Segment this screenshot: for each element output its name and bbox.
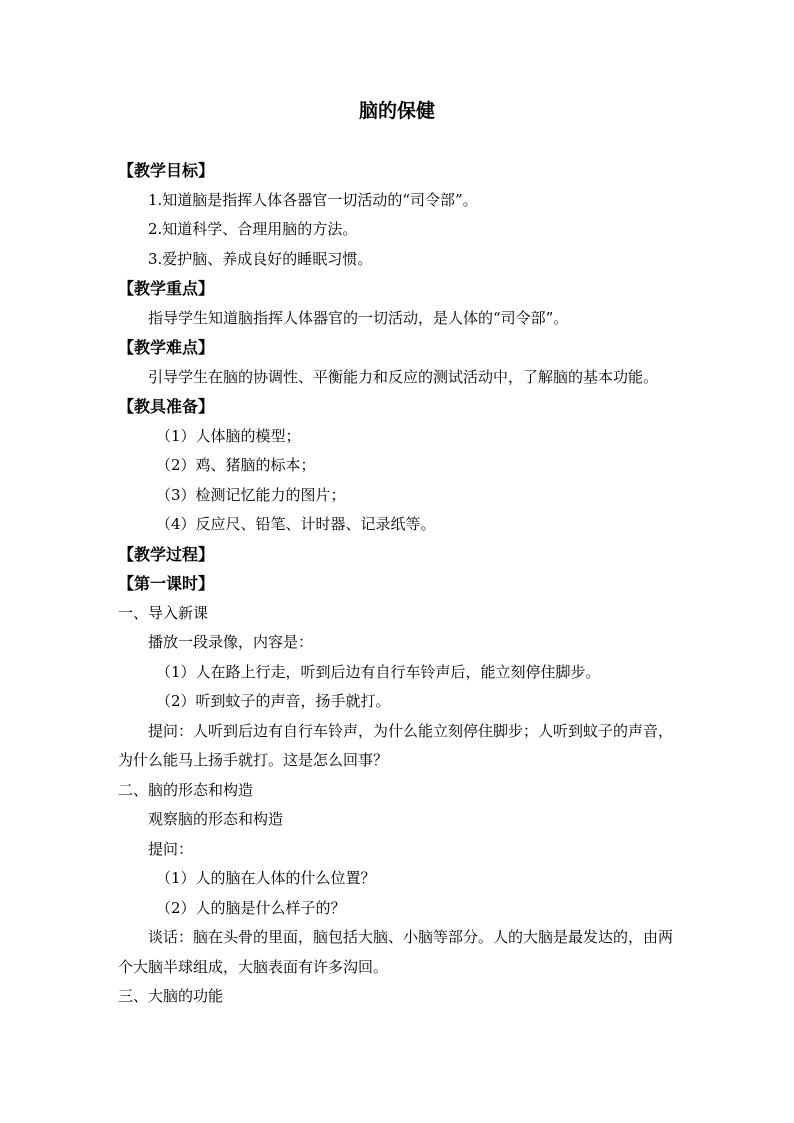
goal-item: 3.爱护脑、养成良好的睡眠习惯。 [148, 249, 373, 268]
part1-question: 提问：人听到后边有自行车铃声，为什么能立刻停住脚步；人听到蚊子的声音，为什么能马上扬手就打。这是怎么回事？ [118, 721, 674, 769]
goal-item: 1.知道脑是指挥人体各器官一切活动的“司令部”。 [148, 190, 478, 209]
difficulties-heading: 【教学难点】 [118, 338, 215, 357]
document-body [118, 156, 686, 1012]
material-item: （1）人体脑的模型； [156, 426, 301, 445]
page-title: 脑的保健 [358, 100, 435, 122]
part2-item: （1）人的脑在人体的什么位置？ [156, 869, 376, 887]
difficulties-text: 引导学生在脑的协调性、平衡能力和反应的测试活动中，了解脑的基本功能。 [148, 367, 659, 386]
part2-ask: 提问： [148, 839, 194, 858]
part2-talk: 谈话：脑在头骨的里面，脑包括大脑、小脑等部分。人的大脑是最发达的，由两个大脑半球组成，大脑表面有许多沟回。 [118, 928, 674, 976]
part1-item: （2）听到蚊子的声音，扬手就打。 [156, 692, 391, 710]
part1-item: （1）人在路上行走，听到后边有自行车铃声后，能立刻停住脚步。 [156, 662, 601, 681]
goals-heading: 【教学目标】 [118, 161, 215, 180]
key-points-text: 指导学生知道脑指挥人体器官的一切活动，是人体的“司令部”。 [148, 308, 569, 327]
material-item: （4）反应尺、铅笔、计时器、记录纸等。 [156, 515, 436, 533]
materials-heading: 【教具准备】 [118, 397, 215, 416]
part2-observe: 观察脑的形态和构造 [148, 810, 284, 828]
material-item: （2）鸡、猪脑的标本； [156, 456, 316, 474]
material-item: （3）检测记忆能力的图片； [156, 485, 346, 504]
part2-item: （2）人的脑是什么样子的？ [156, 898, 346, 917]
key-points-heading: 【教学重点】 [118, 279, 215, 298]
part1-intro: 播放一段录像，内容是： [148, 633, 314, 651]
lesson1-heading: 【第一课时】 [118, 574, 215, 593]
process-heading: 【教学过程】 [118, 544, 215, 564]
part2-title: 二、脑的形态和构造 [118, 780, 254, 799]
goal-item: 2.知道科学、合理用脑的方法。 [148, 220, 358, 238]
part1-title: 一、导入新课 [118, 603, 209, 622]
part3-title: 三、大脑的功能 [118, 987, 224, 1005]
